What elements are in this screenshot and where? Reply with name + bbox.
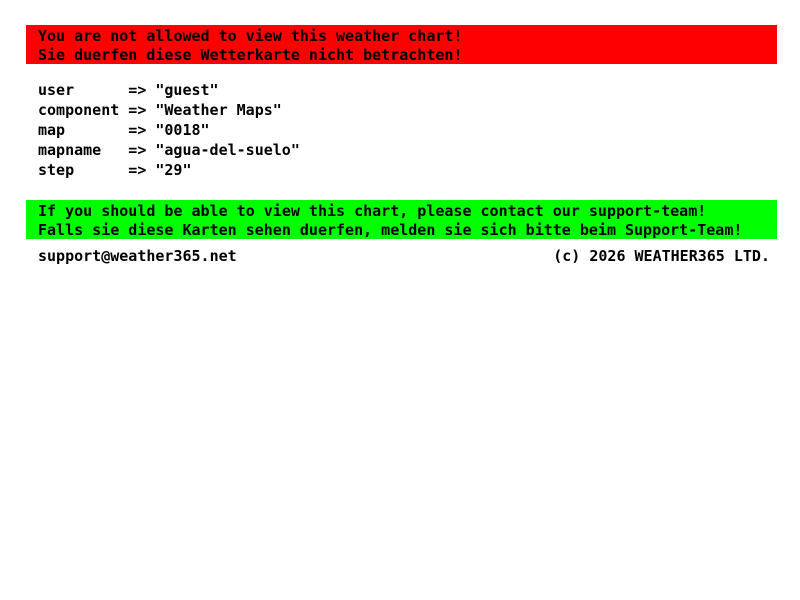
request-params-list [38, 80, 300, 180]
param-arrow: => [128, 81, 147, 99]
access-denied-banner [26, 25, 777, 64]
param-key: map [38, 121, 66, 139]
param-value: "guest" [155, 81, 219, 99]
footer [38, 247, 770, 266]
access-denied-line-en: You are not allowed to view this weather chart! [38, 27, 463, 45]
param-key: component [38, 101, 120, 119]
param-arrow: => [128, 141, 147, 159]
param-arrow: => [128, 121, 147, 139]
support-info-line-en: If you should be able to view this chart, please contact our support-team! [38, 202, 707, 220]
copyright-notice: (c) 2026 WEATHER365 LTD. [553, 247, 770, 265]
param-key: step [38, 161, 75, 179]
param-row-mapname [38, 140, 300, 160]
support-info-line-de: Falls sie diese Karten sehen duerfen, melden sie sich bitte beim Support-Team! [38, 221, 743, 239]
param-row-step [38, 160, 300, 180]
support-info-banner [26, 200, 777, 239]
access-denied-line-de: Sie duerfen diese Wetterkarte nicht betrachten! [38, 46, 463, 64]
support-email: support@weather365.net [38, 247, 237, 265]
param-arrow: => [128, 101, 147, 119]
param-arrow: => [128, 161, 147, 179]
param-value: "Weather Maps" [155, 101, 282, 119]
param-value: "agua-del-suelo" [155, 141, 300, 159]
param-value: "0018" [155, 121, 210, 139]
param-key: user [38, 81, 75, 99]
param-value: "29" [155, 161, 192, 179]
param-key: mapname [38, 141, 102, 159]
param-row-component [38, 100, 300, 120]
param-row-user [38, 80, 300, 100]
param-row-map [38, 120, 300, 140]
